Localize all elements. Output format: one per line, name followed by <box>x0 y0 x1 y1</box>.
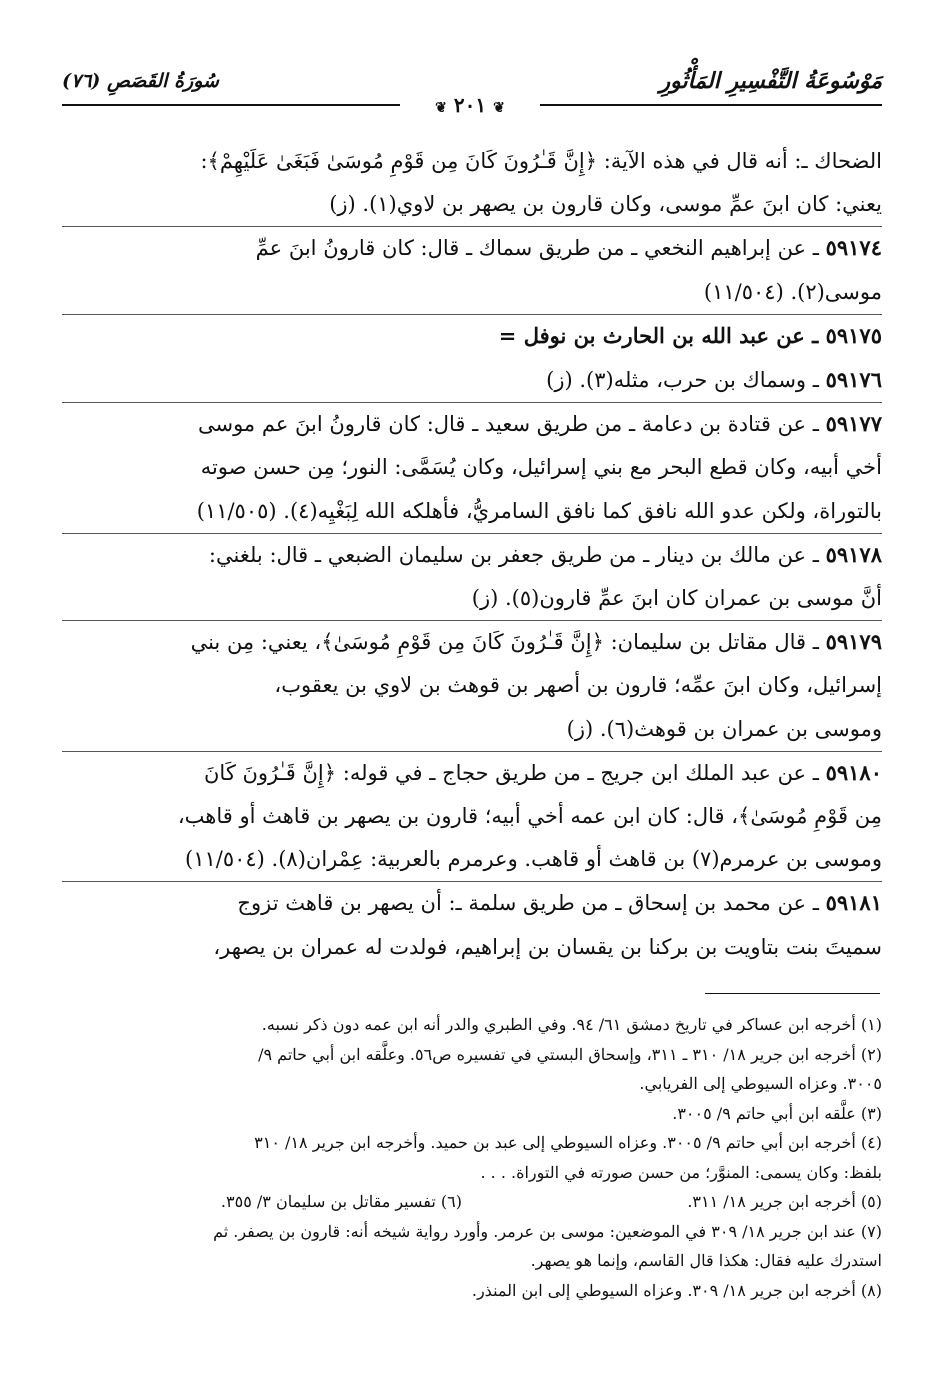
footnote-continuation: بلفظ: وكان يسمى: المنوَّر؛ من حسن صورته في التوراة. . . . <box>480 1162 882 1182</box>
book-title: مَوْسُوعَةُ التَّفْسِيرِ المَأْثُورِ <box>659 68 882 94</box>
entry-divider <box>62 532 882 537</box>
text-line: إسرائيل، وكان ابنَ عمِّه؛ قارون بن أصهر بن قوهث بن لاوي بن يعقوب، <box>274 673 882 698</box>
text-line: الضحاك ـ: أنه قال في هذه الآية: ﴿إِنَّ قَـٰرُونَ كَانَ مِن قَوْمِ مُوسَىٰ فَبَغَىٰ عَلَيْهِمْ﴾: <box>200 149 882 173</box>
text-line: موسى(٢). (١١/٥٠٤) <box>703 279 882 304</box>
text-line: مِن قَوْمِ مُوسَىٰ﴾، قال: كان ابن عمه أخي أبيه؛ قارون بن يصهر بن قاهث أو قاهب، <box>177 804 882 829</box>
footnote: (٢) أخرجه ابن جرير ١٨/ ٣١٠ ـ ٣١١، وإسحاق البستي في تفسيره ص٥٦. وعلَّقه ابن أبي حاتم ٩/ <box>258 1044 882 1064</box>
entry-divider <box>62 225 882 230</box>
entry-divider <box>62 313 882 318</box>
footnote: (٧) عند ابن جرير ١٨/ ٣٠٩ في الموضعين: موسى بن عرمر. وأورد رواية شيخه أنه: قارون بن يصفر. ثم <box>213 1221 882 1241</box>
surah-label: سُورَةُ القَصَصِ (٧٦) <box>62 70 219 92</box>
page-number: ٢٠١ <box>453 93 487 117</box>
text-line: وموسى بن عرمرم(٧) بن قاهث أو قاهب. وعرمرم بالعربية: عِمْران(٨). (١١/٥٠٤) <box>184 847 882 872</box>
entry-number: ٥٩١٧٩ <box>825 629 882 655</box>
entry-divider <box>62 880 882 885</box>
text-line: سميتَ بنت بتاويت بن بركنا بن يقسان بن إبراهيم، فولدت له عمران بن يصهر، <box>213 934 882 959</box>
text-line: بالتوراة، ولكن عدو الله نافق كما نافق السامريُّ، فأهلكه الله لِبَغْيِه(٤). (١١/٥٠٥) <box>196 498 882 523</box>
footnote-separator <box>705 993 880 994</box>
entry-number: ٥٩١٨١ <box>825 890 882 916</box>
footnotes <box>62 1010 882 1305</box>
footnote: (١) أخرجه ابن عساكر في تاريخ دمشق ٦١/ ٩٤. وفي الطبري والدر أنه ابن عمه دون ذكر نسبه. <box>261 1015 882 1034</box>
entry-number: ٥٩١٧٧ <box>825 411 882 437</box>
footnote-continuation: استدرك عليه فقال: هكذا قال القاسم، وإنما هو يصهر. <box>530 1251 882 1270</box>
entry-line: ٥٩١٧٥ ـ عن عبد الله بن الحارث بن نوفل = <box>498 322 882 348</box>
entry-number: ٥٩١٧٤ <box>825 235 882 261</box>
entry-divider <box>62 401 882 406</box>
entry-number: ٥٩١٨٠ <box>825 759 882 785</box>
main-text <box>62 140 882 969</box>
footnote: (٦) تفسير مقاتل بن سليمان ٣/ ٣٥٥. <box>220 1192 462 1211</box>
entry-line: ٥٩١٧٩ ـ قال مقاتل بن سليمان: ﴿إِنَّ قَـٰرُونَ كَانَ مِن قَوْمِ مُوسَىٰ﴾، يعني: مِن بني <box>190 629 882 655</box>
entry-line: ٥٩١٧٧ ـ عن قتادة بن دعامة ـ من طريق سعيد ـ قال: كان قارونُ ابنَ عم موسى <box>197 411 882 437</box>
page-number-box <box>400 92 540 118</box>
entry-line: ٥٩١٨٠ ـ عن عبد الملك ابن جريج ـ من طريق حجاج ـ في قوله: ﴿إِنَّ قَـٰرُونَ كَانَ <box>204 759 882 785</box>
footnote-pair <box>62 1187 882 1217</box>
entry-line: ٥٩١٧٤ ـ عن إبراهيم النخعي ـ من طريق سماك ـ قال: كان قارونُ ابنَ عمِّ <box>255 235 882 261</box>
ornament-icon: ❦ <box>493 100 505 116</box>
entry-divider <box>62 619 882 624</box>
text-line: أنَّ موسى بن عمران كان ابنَ عمِّ قارون(٥). (ز) <box>471 586 882 611</box>
text-line: وموسى بن عمران بن قوهث(٦). (ز) <box>566 716 882 741</box>
entry-line: ٥٩١٨١ ـ عن محمد بن إسحاق ـ من طريق سلمة ـ: أن يصهر بن قاهث تزوج <box>237 890 882 916</box>
footnote: (٤) أخرجه ابن أبي حاتم ٩/ ٣٠٠٥. وعزاه السيوطي إلى عبد بن حميد. وأخرجه ابن جرير ١٨/ ٣١٠ <box>254 1133 882 1152</box>
text-line: يعني: كان ابنَ عمِّ موسى، وكان قارون بن يصهر بن لاوي(١). (ز) <box>329 192 882 217</box>
entry-divider <box>62 750 882 755</box>
entry-line: ٥٩١٧٦ ـ وسماك بن حرب، مثله(٣). (ز) <box>546 367 882 393</box>
footnote: (٨) أخرجه ابن جرير ١٨/ ٣٠٩. وعزاه السيوطي إلى ابن المنذر. <box>471 1280 882 1300</box>
footnote: (٣) علَّقه ابن أبي حاتم ٩/ ٣٠٠٥. <box>672 1103 882 1123</box>
entry-number: ٥٩١٧٦ <box>825 367 882 393</box>
entry-line: ٥٩١٧٨ ـ عن مالك بن دينار ـ من طريق جعفر بن سليمان الضبعي ـ قال: بلغني: <box>208 541 882 567</box>
ornament-icon: ❦ <box>435 100 447 116</box>
footnote-continuation: ٣٠٠٥. وعزاه السيوطي إلى الفريابي. <box>639 1074 882 1093</box>
text-line: أخي أبيه، وكان قطع البحر مع بني إسرائيل، وكان يُسَمَّى: النور؛ مِن حسن صوته <box>200 455 882 480</box>
footnote: (٥) أخرجه ابن جرير ١٨/ ٣١١. <box>687 1192 882 1211</box>
entry-number: ٥٩١٧٨ <box>825 541 882 567</box>
entry-number: ٥٩١٧٥ <box>825 322 882 348</box>
